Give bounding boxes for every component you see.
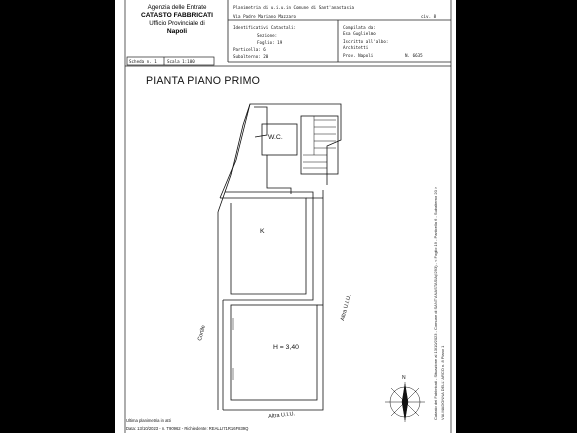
civic-text: civ. 8 <box>421 14 437 19</box>
request-data-text: Data: 13/10/2023 - n. T90962 - Richiedente: REALLI71R16F839Q <box>126 426 249 431</box>
iscritto-text: Iscritto all'albo: <box>343 39 389 44</box>
compilata-name: Esa Guglielmo <box>343 31 376 36</box>
cadastral-sheet <box>115 0 456 433</box>
side-stamp-line1: Catasto dei Fabbricati - Situazione al 13/10/2023 - Comune di SANT'ANASTASIA(I293) - < Foglio 19 - Particella 6 - Subalterno 20 > <box>433 186 438 420</box>
north-label: N <box>402 375 406 381</box>
province-text: Prov. Napoli <box>343 53 374 58</box>
catasto-label: CATASTO FABBRICATI <box>140 12 214 19</box>
agency-name: Agenzia delle Entrate <box>147 4 207 11</box>
identifiers-title: Identificativi Catastali: <box>233 25 297 30</box>
ufficio-label: Ufficio Provinciale di <box>149 20 205 27</box>
foglio-text: Foglio: 19 <box>257 40 283 45</box>
scale-label: Scala 1:100 <box>167 59 195 64</box>
particella-text: Particella: 6 <box>233 47 266 52</box>
compilata-title: Compilata da: <box>343 25 376 30</box>
wc-label: W.C. <box>268 134 283 141</box>
plan-title: PIANTA PIANO PRIMO <box>146 75 261 87</box>
room-height-label: H = 3,40 <box>273 344 299 351</box>
altra-uiu-right-label: Altra U.I.U. <box>340 294 353 322</box>
sezione-text: Sezione: <box>257 33 278 38</box>
scheda-label: Scheda n. 1 <box>129 59 157 64</box>
side-stamp-line2: VIA MADONNA DELL' ARCO n. 8 Piano 1 <box>440 345 445 420</box>
floor-plan-drawing <box>115 0 456 433</box>
ultima-planimetria-text: Ultima planimetria in atti <box>126 418 171 423</box>
kitchen-label: K <box>260 228 265 235</box>
plan-of-text: Planimetria di u.i.u.in Comune di Sant'anastasia <box>233 5 355 10</box>
province-label: Napoli <box>166 28 188 35</box>
cortile-label: Cortile <box>197 324 207 342</box>
profession-text: Architetti <box>343 45 369 50</box>
address-text: Via Padre Mariano Mazzaro <box>233 14 297 19</box>
subalterno-text: Subalterno: 20 <box>233 54 269 59</box>
altra-uiu-bottom-label: Altra U.I.U. <box>268 411 296 420</box>
registration-number: N. 6635 <box>405 53 423 58</box>
compass-rose <box>385 382 425 422</box>
